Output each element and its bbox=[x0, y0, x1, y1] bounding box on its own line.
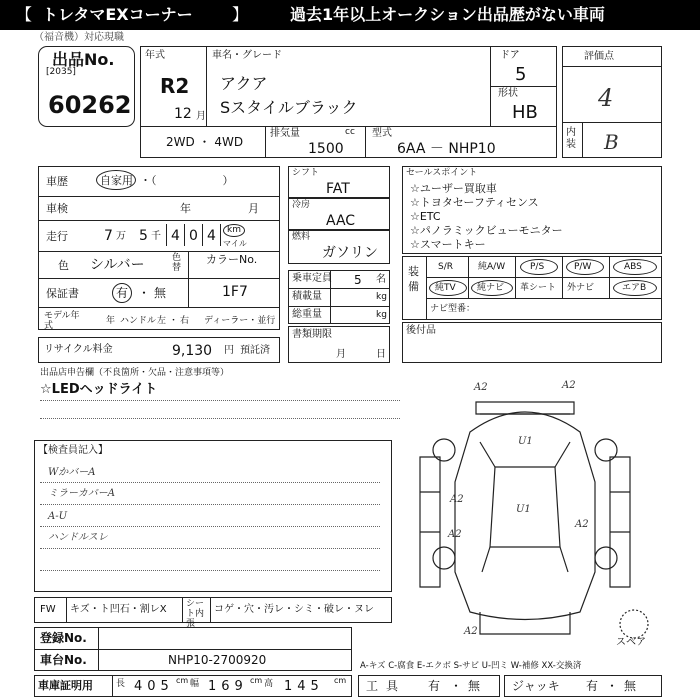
interior-label: 内装 bbox=[566, 127, 576, 150]
handle-label: ハンドル bbox=[120, 316, 157, 326]
history-label: 車歴 bbox=[46, 175, 68, 188]
cert-length: 405 bbox=[134, 679, 174, 694]
mileage-unit-km: km bbox=[227, 225, 241, 235]
color-code-value: 1F7 bbox=[222, 284, 248, 300]
mileage-digit-3: 4 bbox=[171, 228, 180, 244]
banner-notice: 過去1年以上オークション出品歴がない車両 bbox=[290, 5, 605, 24]
load-unit: kg bbox=[376, 292, 387, 302]
remarks-line: ☆LEDヘッドライト bbox=[40, 382, 158, 397]
cert-length-label: 長 bbox=[116, 679, 126, 689]
interior-value: B bbox=[604, 130, 619, 154]
equipment-alloy-wheel: 純A/W bbox=[478, 262, 506, 272]
chassis-label: 車台No. bbox=[40, 653, 87, 667]
inspection-label: 車検 bbox=[46, 202, 68, 215]
grade-name: Sスタイルブラック bbox=[220, 98, 358, 117]
registration-label: 登録No. bbox=[40, 631, 87, 645]
history-value: 自家用 bbox=[100, 174, 133, 187]
jack-label: ジャッキ bbox=[512, 679, 560, 693]
equipment-aftermarket-navi: 外ナビ bbox=[567, 283, 595, 293]
equipment-power-window: P/W bbox=[574, 262, 592, 272]
sales-point: ☆スマートキー bbox=[410, 238, 486, 251]
cert-height: 145 bbox=[284, 679, 324, 694]
mileage-digit-5: 4 bbox=[207, 228, 216, 244]
doc-period-month: 月 bbox=[336, 349, 346, 360]
banner-corner-name: トレタマEXコーナー bbox=[42, 5, 193, 24]
load-label: 積載量 bbox=[292, 291, 322, 302]
damage-mark: U1 bbox=[518, 436, 533, 447]
history-suffix: ・（ ） bbox=[140, 174, 234, 187]
displacement-label: 排気量 bbox=[270, 128, 300, 139]
recycle-value: 9,130 bbox=[172, 343, 213, 359]
inspection-month: 月 bbox=[248, 202, 259, 215]
damage-mark: A2 bbox=[464, 626, 478, 637]
chassis-value: NHP10-2700920 bbox=[168, 653, 267, 667]
model-year-label: モデル年式 bbox=[44, 311, 80, 331]
equipment-abs: ABS bbox=[624, 262, 642, 272]
doc-period-label: 書類期限 bbox=[292, 329, 332, 340]
model-type-value: 6AA － NHP10 bbox=[397, 141, 496, 157]
score-label: 評価点 bbox=[584, 51, 614, 62]
damage-mark: U1 bbox=[516, 504, 531, 515]
lot-number: 60262 bbox=[48, 91, 132, 119]
handle-right: 右 bbox=[180, 316, 190, 326]
cert-height-unit: cm bbox=[334, 676, 347, 685]
equipment-power-steering: P/S bbox=[530, 262, 545, 272]
capacity-label: 乗車定員 bbox=[292, 273, 332, 284]
model-year-unit: 年 bbox=[106, 316, 116, 326]
sales-point: ☆ユーザー買取車 bbox=[410, 182, 497, 195]
sales-point: ☆トヨタセーフティセンス bbox=[410, 196, 539, 209]
seat-text: コゲ・穴・汚レ・シミ・破レ・ヌレ bbox=[214, 604, 374, 615]
body-value: HB bbox=[512, 102, 538, 123]
fw-text: キズ・ト凹石・割レX bbox=[70, 604, 167, 615]
warranty-yes: 有 bbox=[116, 286, 129, 300]
doors-label: ドア bbox=[500, 50, 520, 61]
year-label: 年式 bbox=[145, 50, 165, 61]
damage-mark: A2 bbox=[562, 380, 576, 391]
capacity-value: 5 bbox=[354, 273, 362, 287]
mileage-digit-1: 5 bbox=[139, 228, 148, 244]
damage-mark: A2 bbox=[575, 519, 589, 530]
sales-points-label: セールスポイント bbox=[406, 168, 478, 178]
score-value: 4 bbox=[598, 84, 614, 112]
lot-label: 出品No. bbox=[52, 50, 115, 69]
sales-point: ☆ETC bbox=[410, 210, 441, 223]
banner-bracket-open: 【 bbox=[16, 5, 33, 24]
inspector-note: A-U bbox=[48, 511, 68, 522]
remarks-label: 出品店申告欄（不良箇所・欠品・注意事項等） bbox=[40, 368, 230, 378]
color-label: 色 bbox=[58, 259, 69, 272]
fw-label: FW bbox=[40, 604, 56, 615]
handle-left: 左 bbox=[157, 316, 167, 326]
tools-no: 無 bbox=[468, 679, 481, 693]
body-label: 形状 bbox=[498, 88, 518, 99]
banner-bracket-close: 】 bbox=[232, 5, 249, 24]
fuel-label: 燃料 bbox=[292, 232, 311, 242]
year-month: 12 bbox=[174, 106, 192, 122]
doc-period-day: 日 bbox=[376, 349, 386, 360]
equipment-genuine-navi: 純ナビ bbox=[477, 283, 505, 293]
seat-label: シート内張 bbox=[186, 599, 205, 629]
cert-width-label: 幅 bbox=[190, 679, 200, 689]
navi-model-label: ナビ型番： bbox=[430, 304, 476, 314]
warranty-no: 無 bbox=[154, 286, 167, 300]
tools-sep: ・ bbox=[450, 679, 463, 693]
handle-sep: ・ bbox=[169, 316, 179, 326]
recycle-note: 預託済 bbox=[240, 345, 270, 356]
shift-value: FAT bbox=[326, 181, 350, 197]
equipment-sunroof: S/R bbox=[438, 262, 453, 272]
model-name: アクア bbox=[220, 74, 268, 93]
equipment-airbag: エアB bbox=[622, 283, 647, 293]
damage-mark: A2 bbox=[474, 382, 488, 393]
drive-type: 2WD ・ 4WD bbox=[166, 135, 244, 149]
color-value: シルバー bbox=[90, 257, 145, 273]
cert-width: 169 bbox=[208, 679, 248, 694]
color-code-label: カラーNo. bbox=[206, 253, 258, 266]
ac-label: 冷房 bbox=[292, 200, 311, 210]
car-damage-diagram bbox=[400, 372, 670, 647]
damage-mark: A2 bbox=[448, 529, 462, 540]
tools-yes: 有 bbox=[428, 679, 441, 693]
color-change-label: 色替 bbox=[172, 253, 182, 273]
lot-sub: [2035] bbox=[46, 67, 76, 77]
fuel-value: ガソリン bbox=[322, 245, 378, 261]
displacement-value: 1500 bbox=[308, 141, 344, 157]
recycle-label: リサイクル料金 bbox=[44, 344, 113, 355]
inspector-note: WかバーA bbox=[48, 467, 96, 478]
cert-height-label: 高 bbox=[264, 679, 274, 689]
mileage-label: 走行 bbox=[46, 230, 68, 243]
capacity-unit: 名 bbox=[376, 274, 386, 285]
spare-label: スペア bbox=[616, 637, 646, 648]
month-unit: 月 bbox=[196, 111, 206, 122]
after-parts-box bbox=[402, 322, 662, 363]
damage-legend: A-キズ C-腐食 E-エクボ S-サビ U-凹ミ W-補修 XX-交換済 bbox=[360, 661, 582, 671]
cert-width-unit: cm bbox=[250, 676, 263, 685]
dealer-import: ディーラー・並行 bbox=[204, 316, 276, 326]
cert-label: 車庫証明用 bbox=[38, 679, 93, 692]
displacement-unit: cc bbox=[345, 127, 355, 137]
model-type-label: 型式 bbox=[372, 128, 392, 139]
name-label: 車名・グレード bbox=[212, 50, 282, 61]
after-parts-label: 後付品 bbox=[406, 325, 436, 336]
jack-no: 無 bbox=[624, 679, 637, 693]
mileage-unit-mile: マイル bbox=[223, 239, 247, 248]
equipment-leather-seat: 革シート bbox=[520, 283, 557, 293]
doors-value: 5 bbox=[515, 64, 527, 85]
inspection-year: 年 bbox=[180, 202, 191, 215]
tools-label: 工具 bbox=[366, 679, 407, 693]
ac-value: AAC bbox=[326, 213, 356, 229]
equipment-label: 装備 bbox=[408, 265, 419, 294]
mileage-digit-4: 0 bbox=[189, 228, 198, 244]
equipment-genuine-tv: 純TV bbox=[435, 283, 456, 293]
total-weight-unit: kg bbox=[376, 310, 387, 320]
year-era: R2 bbox=[160, 74, 190, 98]
cert-length-unit: cm bbox=[176, 676, 189, 685]
mileage-man: 7 bbox=[104, 228, 113, 244]
sales-point: ☆パノラミックビューモニター bbox=[410, 224, 563, 237]
jack-yes: 有 bbox=[586, 679, 599, 693]
inspector-note: ハンドルスレ bbox=[48, 532, 108, 543]
warranty-label: 保証書 bbox=[46, 287, 79, 300]
mileage-man-unit: 万 bbox=[116, 231, 126, 242]
inspector-note: ミラーカバーA bbox=[48, 488, 116, 499]
warranty-sep: ・ bbox=[138, 286, 151, 300]
inspector-label: 【検査員記入】 bbox=[38, 445, 108, 456]
recycle-unit: 円 bbox=[224, 345, 234, 356]
shift-label: シフト bbox=[292, 168, 320, 178]
mileage-digit-2: 千 bbox=[151, 231, 161, 242]
jack-sep: ・ bbox=[606, 679, 619, 693]
vehicle-info-box bbox=[38, 166, 280, 330]
total-weight-label: 総重量 bbox=[292, 309, 322, 320]
damage-mark: A2 bbox=[450, 494, 464, 505]
header-sub-note: （福音機）対応現職 bbox=[34, 32, 124, 43]
